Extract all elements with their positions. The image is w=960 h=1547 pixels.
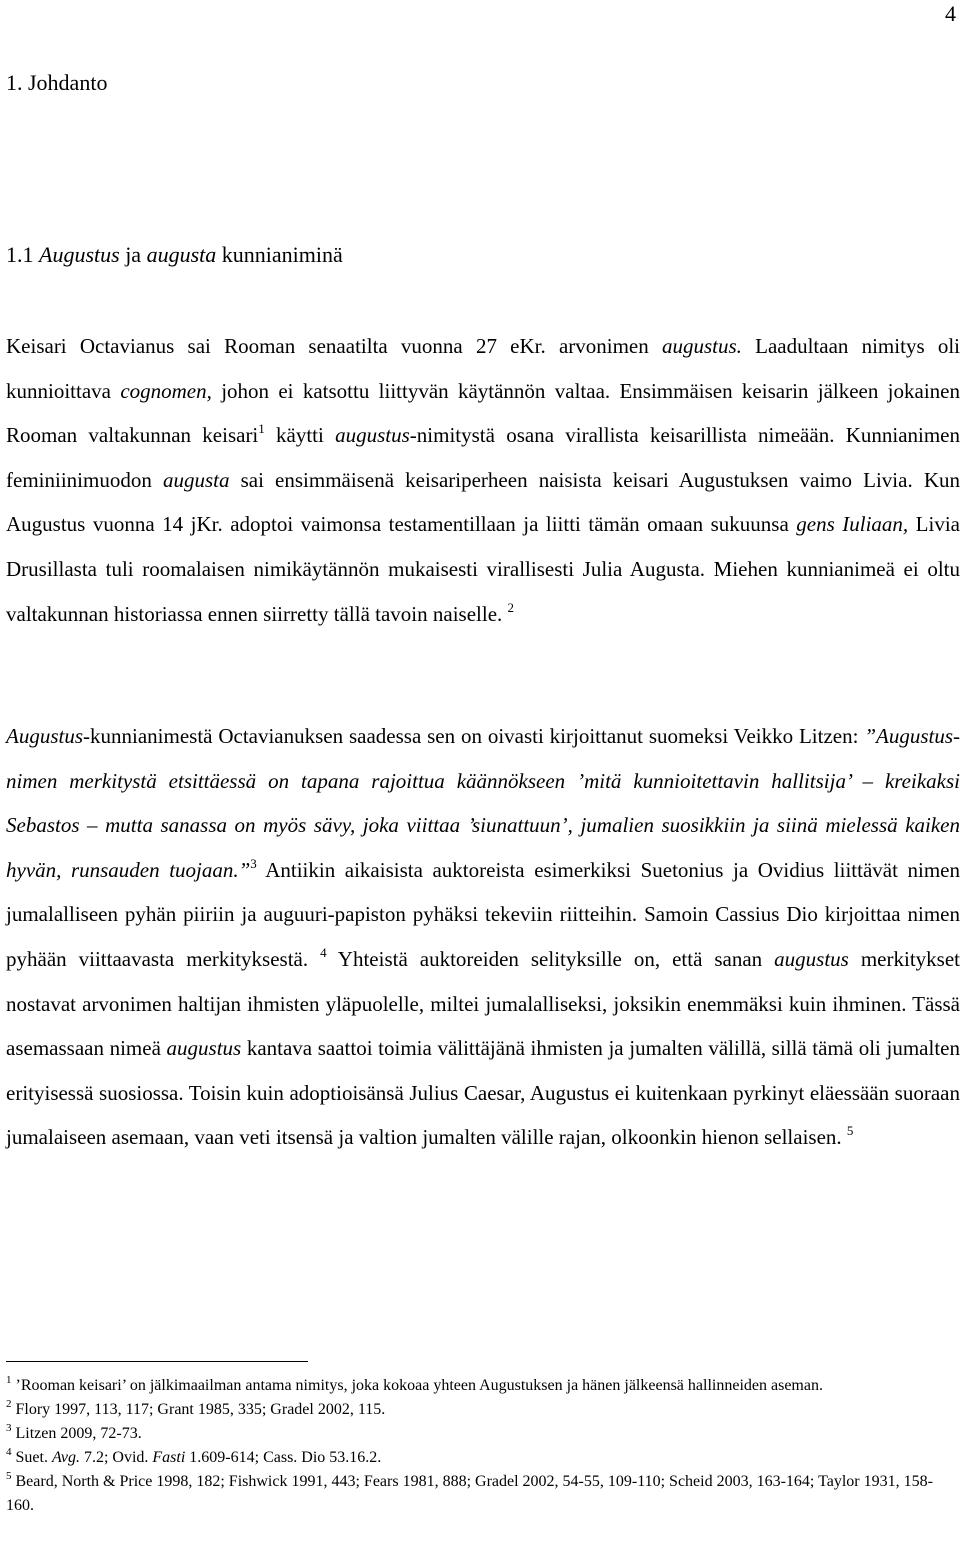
paragraph-1 [6,324,960,636]
footnote-ref-5[interactable]: 5 [846,1123,854,1139]
footnote-3 [6,1422,956,1446]
paragraph-text: käytti [264,423,336,448]
paragraph-text: Antiikin aikaisista auktoreista esimerkiksi Suetonius ja Ovidius liittävät nimen jumalalliseen pyhän piiriin ja auguuri-papiston pyhäksi tekeviin riitteihin. Samoin Cassius Dio kirjoittaa nimen pyhään viittaavasta merkityksestä. [6,857,960,971]
footnote-5 [6,1470,956,1518]
page-number: 4 [945,1,956,26]
footnotes [6,1374,956,1518]
section-title-end: kunnianiminä [221,242,343,267]
footnote-1 [6,1374,956,1398]
paragraph-text: johon ei katsottu liittyvän käytännön valtaa. Ensimmäisen keisarin jälkeen jokainen Rooman valtakunnan keisari [6,378,960,448]
paragraph-text: Yhteistä auktoreiden selityksille on, että sanan [326,946,775,971]
section-title-term-2: augusta [146,242,217,267]
paragraph-italic: cognomen, [120,378,212,403]
paragraph-italic: augustus [335,423,410,448]
footnote-text: Suet. [11,1449,52,1466]
chapter-title: 1. Johdanto [6,70,108,95]
footnote-ref-2[interactable]: 2 [507,599,515,615]
paragraph-italic: gens Iuliaan, [796,512,909,537]
footnote-text: Flory 1997, 113, 117; Grant 1985, 335; Gradel 2002, 115. [11,1401,386,1418]
footnote-italic: Fasti [152,1449,186,1466]
paragraph-italic: Augustus [6,724,84,748]
footnote-number: 4 [6,1446,12,1458]
footnote-text: Litzen 2009, 72-73. [11,1425,142,1442]
paragraph-italic: augustus [166,1036,242,1061]
section-number: 1.1 [6,242,34,267]
footnote-text: Beard, North & Price 1998, 182; Fishwick 1991, 443; Fears 1981, 888; Gradel 2002, 54-55, 109-110; Scheid 2003, 163-164; Taylor 1931, 158-160. [6,1473,933,1514]
footnote-divider [6,1361,308,1362]
footnote-number: 2 [6,1398,12,1410]
section-title-term-1: Augustus [39,242,120,267]
paragraph-2 [6,714,960,1160]
paragraph-text: -kunnianimestä Octavianuksen saadessa sen on oivasti kirjoittanut suomeksi Veikko Litzen: [83,724,865,748]
footnote-2 [6,1398,956,1422]
paragraph-text: kantava saattoi toimia välittäjänä ihmisten ja jumalten välillä, sillä tämä oli jumalten erityisessä suosiossa. Toisin kuin adoptioisänsä Julius Caesar, Augustus ei kuitenkaan pyrkinyt eläessään suoraan jumalaiseen asemaan, vaan veti itsensä ja valtion jumalten välille rajan, olkoonkin hienon sellaisen. [6,1036,960,1150]
paragraph-text: sai ensimmäisenä keisariperheen naisista keisari Augustuksen vaimo Livia. Kun Augustus vuonna 14 jKr. adoptoi vaimonsa testamentillaan ja liitti tämän omaan sukuunsa [6,467,960,537]
footnote-ref-4[interactable]: 4 [320,944,327,960]
paragraph-text: Livia Drusillasta tuli roomalaisen nimikäytännön mukaisesti virallisesti Julia Augusta. Miehen kunnianimeä ei oltu valtakunnan historiassa ennen siirretty tällä tavoin naiselle. [6,512,960,626]
section-title-conjunction: ja [125,242,142,267]
paragraph-text: Laadultaan nimitys oli kunnioittava [6,334,960,403]
section-title [6,240,343,270]
footnote-4 [6,1446,956,1470]
paragraph-text: -nimitystä osana virallista keisarillista nimeään. Kunnianimen feminiinimuodon [6,423,960,492]
paragraph-italic: augustus. [661,334,742,358]
footnote-ref-3[interactable]: 3 [250,855,257,871]
footnote-italic: Avg. [51,1449,80,1466]
block-quote: ”Augustus-nimen merkitystä etsittäessä on tapana rajoittua käännökseen ’mitä kunnioitettavin hallitsija’ – kreikaksi Sebastos – mutta sanassa on myös sävy, joka viittaa ’siunattuun’, jumalien suosikkiin ja siinä mielessä kaiken hyvän, runsauden tuojaan.” [6,724,960,882]
footnote-number: 1 [6,1374,12,1386]
paragraph-text: merkitykset nostavat arvonimen haltijan ihmisten yläpuolelle, miltei jumalalliseksi, joksikin enemmäksi kuin ihminen. Tässä asemassaan nimeä [6,946,960,1061]
footnote-number: 3 [6,1422,12,1434]
footnote-ref-1[interactable]: 1 [258,421,265,437]
footnote-number: 5 [6,1470,12,1482]
footnote-text: ’Rooman keisari’ on jälkimaailman antama nimitys, joka kokoaa yhteen Augustuksen ja hänen jälkeensä hallinneiden aseman. [11,1377,823,1394]
paragraph-italic: augustus [774,946,849,971]
paragraph-text: Keisari Octavianus sai Rooman senaatilta vuonna 27 eKr. arvonimen [6,334,662,358]
paragraph-italic: augusta [162,467,230,492]
footnote-text: 1.609-614; Cass. Dio 53.16.2. [185,1449,382,1466]
footnote-text: 7.2; Ovid. [79,1449,153,1466]
